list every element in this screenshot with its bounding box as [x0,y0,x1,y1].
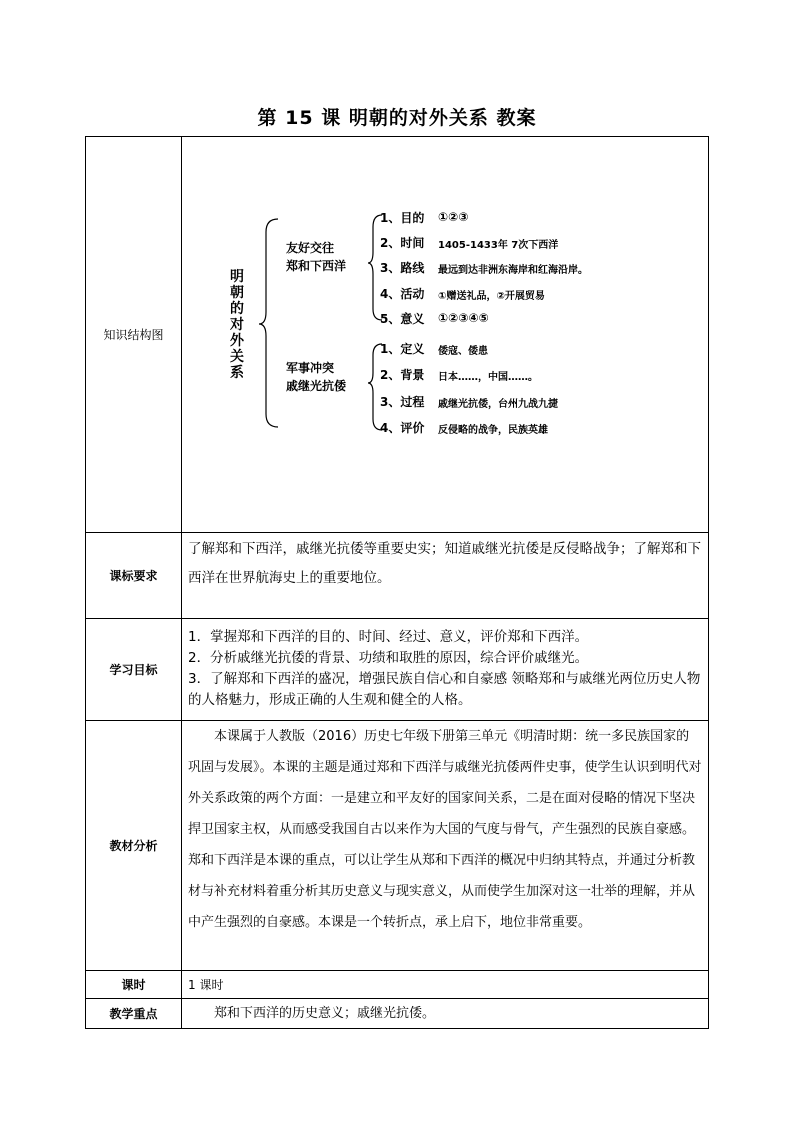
b2-item-2-label: 2、背景 [380,368,425,382]
label-teaching-focus: 教学重点 [86,999,182,1029]
learning-goal-1: 1．掌握郑和下西洋的目的、时间、经过、意义，评价郑和下西洋。 [188,629,589,645]
label-knowledge-structure: 知识结构图 [86,137,182,533]
b1-item-3-label: 3、路线 [380,261,425,275]
branch2-title [286,359,346,395]
b2-item-4-detail: 反侵略的战争，民族英雄 [438,425,548,436]
b2-item-2-detail: 日本……，中国……。 [438,372,538,383]
document-title: 第 15 课 明朝的对外关系 教案 [257,107,537,129]
diagram-braces [182,137,710,531]
label-curriculum-standard: 课标要求 [86,533,182,619]
learning-goal-2: 2．分析戚继光抗倭的背景、功绩和取胜的原因，综合评价戚继光。 [188,650,589,666]
class-hours-text: 1 课时 [182,971,709,999]
branch2-line2: 戚继光抗倭 [286,379,347,393]
diagram-root: 明朝的对外关系 [230,269,244,381]
b1-item-2-label: 2、时间 [380,236,425,250]
b1-item-1-detail: ①②③ [438,210,469,224]
branch1-title [286,239,346,275]
b1-item-4-label: 4、活动 [380,287,425,301]
b2-item-4-label: 4、评价 [380,421,425,435]
b2-item-3-detail: 戚继光抗倭，台州九战九捷 [438,399,558,410]
b1-item-1-label: 1、目的 [380,211,425,225]
b1-item-4-detail: ①赠送礼品，②开展贸易 [438,291,545,302]
row-learning-goals [86,619,709,721]
textbook-analysis-text: 本课属于人教版（2016）历史七年级下册第三单元《明清时期：统一多民族国家的巩固与发展》。本课的主题是通过郑和下西洋与戚继光抗倭两件史事，使学生认识到明代对外关系政策的两个方面：一是建立和平友好的国家间关系，二是在面对侵略的情况下坚决捍卫国家主权，从而感受我国自古以来作为大国的气度与骨气，产生强烈的民族自豪感。郑和下西洋是本课的重点，可以让学生从郑和下西洋的概况中归纳其特点，并通过分析教材与补充材料着重分析其历史意义与现实意义，从而使学生加深对这一壮举的理解，并从中产生强烈的自豪感。本课是一个转折点，承上启下，地位非常重要。 [188,729,702,930]
lesson-plan-table [85,136,709,1029]
row-curriculum-standard [86,533,709,619]
root-brace [259,219,278,427]
b1-item-3-detail: 最远到达非洲东海岸和红海沿岸。 [438,265,588,276]
b2-item-3-label: 3、过程 [380,395,425,409]
branch1-line1: 友好交往 [286,241,335,255]
textbook-analysis-cell [182,721,709,971]
learning-goals-list [182,619,709,721]
knowledge-structure-diagram [182,137,708,531]
label-class-hours: 课时 [86,971,182,999]
row-knowledge-structure [86,137,709,533]
row-class-hours [86,971,709,999]
cell-knowledge-structure [182,137,709,533]
b1-item-2-detail: 1405-1433年 7次下西洋 [438,240,559,251]
label-textbook-analysis: 教材分析 [86,721,182,971]
learning-goal-3: 3．了解郑和下西洋的盛况，增强民族自信心和自豪感 领略郑和与戚继光两位历史人物的人格魅力，形成正确的人生观和健全的人格。 [188,671,701,708]
b2-item-1-detail: 倭寇、倭患 [438,346,488,357]
b2-item-1-label: 1、定义 [380,342,425,356]
row-textbook-analysis [86,721,709,971]
row-teaching-focus [86,999,709,1029]
branch2-line1: 军事冲突 [286,361,335,375]
branch1-line2: 郑和下西洋 [286,259,347,273]
label-learning-goals: 学习目标 [86,619,182,721]
teaching-focus-text: 郑和下西洋的历史意义；戚继光抗倭。 [182,999,709,1029]
b1-item-5-detail: ①②③④⑤ [438,311,489,325]
curriculum-standard-text: 了解郑和下西洋，戚继光抗倭等重要史实；知道戚继光抗倭是反侵略战争；了解郑和下西洋在世界航海史上的重要地位。 [182,533,709,619]
b1-item-5-label: 5、意义 [380,312,425,326]
